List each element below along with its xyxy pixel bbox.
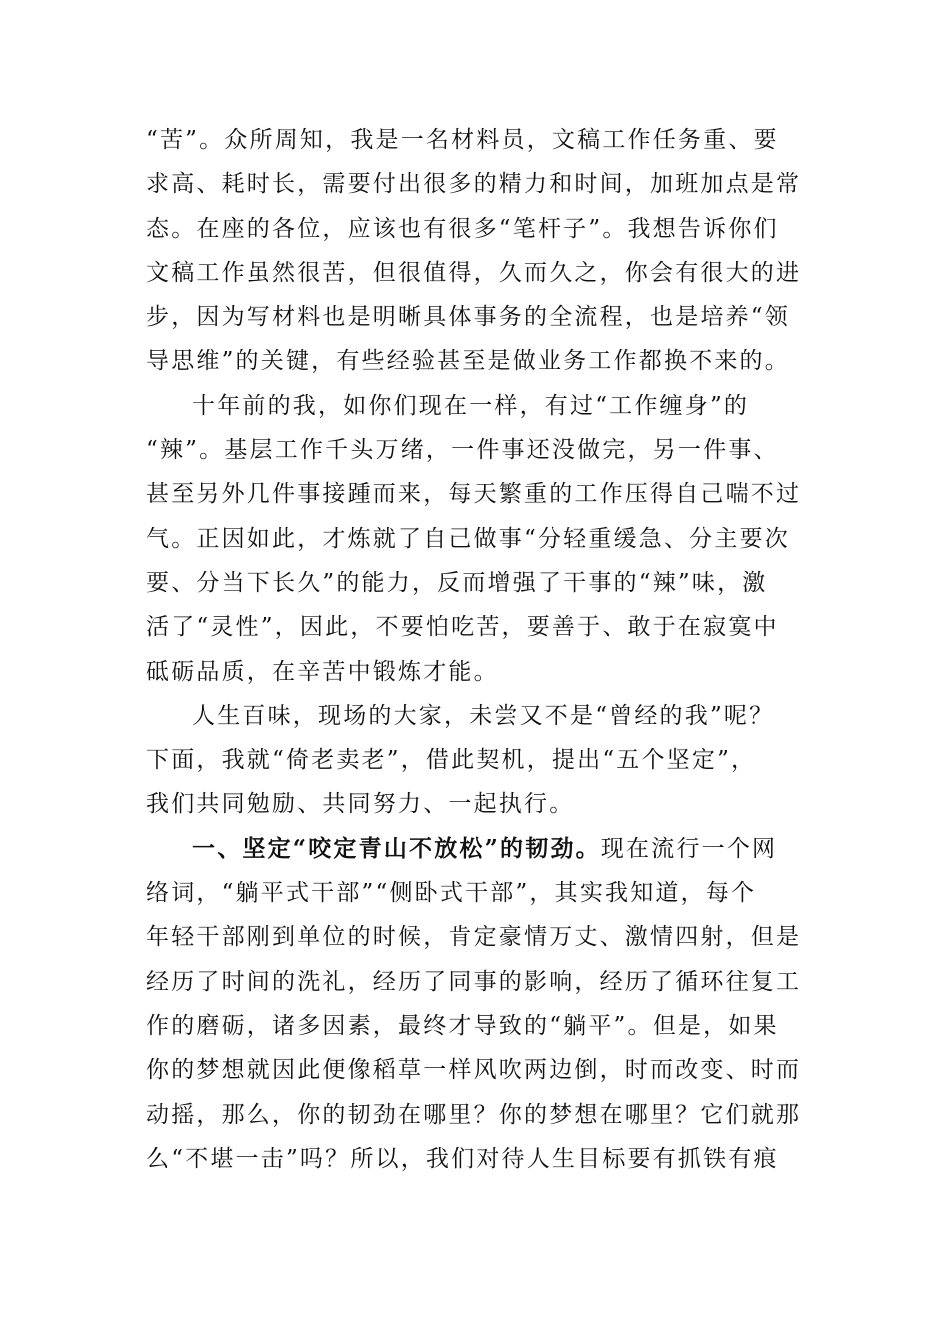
text-line: 气。正因如此，才炼就了自己做事“分轻重缓急、分主要次 bbox=[146, 525, 790, 552]
text-line: 活了“灵性”，因此，不要怕吃苦，要善于、敢于在寂寞中 bbox=[146, 614, 779, 641]
section-heading-continuation: 现在流行一个网 bbox=[600, 835, 778, 862]
text-line: 年轻干部刚到单位的时候，肯定豪情万丈、激情四射，但是 bbox=[146, 924, 802, 951]
text-line: 你的梦想就因此便像稻草一样风吹两边倒，时而改变、时而 bbox=[146, 1057, 802, 1084]
text-line: “苦”。众所周知，我是一名材料员，文稿工作任务重、要 bbox=[146, 127, 779, 153]
paragraph-start-line: 人生百味，现场的大家，未尝又不是“曾经的我”呢？ bbox=[192, 702, 775, 729]
text-line: 砥砺品质，在辛苦中锻炼才能。 bbox=[146, 658, 499, 685]
text-line: 络词，“躺平式干部”“侧卧式干部”，其实我知道，每个 bbox=[146, 880, 757, 907]
text-line: 态。在座的各位，应该也有很多“笔杆子”。我想告诉你们 bbox=[146, 215, 779, 242]
text-line: 求高、耗时长，需要付出很多的精力和时间，加班加点是常 bbox=[146, 171, 802, 198]
text-line: 作的磨砺，诸多因素，最终才导致的“躺平”。但是，如果 bbox=[146, 1012, 779, 1039]
section-heading: 一、坚定“咬定青山不放松”的韧劲。 bbox=[192, 834, 601, 862]
text-line: 甚至另外几件事接踵而来，每天繁重的工作压得自己喘不过 bbox=[146, 481, 802, 508]
text-line: 经历了时间的洗礼，经历了同事的影响，经历了循环往复工 bbox=[146, 968, 802, 995]
document-body bbox=[146, 118, 808, 1181]
text-line: “辣”。基层工作千头万绪，一件事还没做完，另一件事、 bbox=[146, 437, 779, 464]
text-line: 动摇，那么，你的韧劲在哪里？你的梦想在哪里？它们就那 bbox=[146, 1101, 802, 1128]
text-line: 么“不堪一击”吗？所以，我们对待人生目标要有抓铁有痕 bbox=[146, 1145, 779, 1172]
paragraph-start-line: 十年前的我，如你们现在一样，有过“工作缠身”的 bbox=[192, 392, 750, 419]
text-line: 要、分当下长久”的能力，反而增强了干事的“辣”味，激 bbox=[146, 569, 768, 596]
text-line: 导思维”的关键，有些经验甚至是做业务工作都换不来的。 bbox=[146, 348, 790, 375]
section-heading-line bbox=[146, 827, 808, 871]
text-line: 文稿工作虽然很苦，但很值得，久而久之，你会有很大的进 bbox=[146, 259, 802, 286]
text-line: 步，因为写材料也是明晰具体事务的全流程，也是培养“领 bbox=[146, 304, 790, 331]
text-line: 我们共同勉励、共同努力、一起执行。 bbox=[146, 791, 575, 818]
text-line: 下面，我就“倚老卖老”，借此契机，提出“五个坚定”， bbox=[146, 747, 757, 774]
